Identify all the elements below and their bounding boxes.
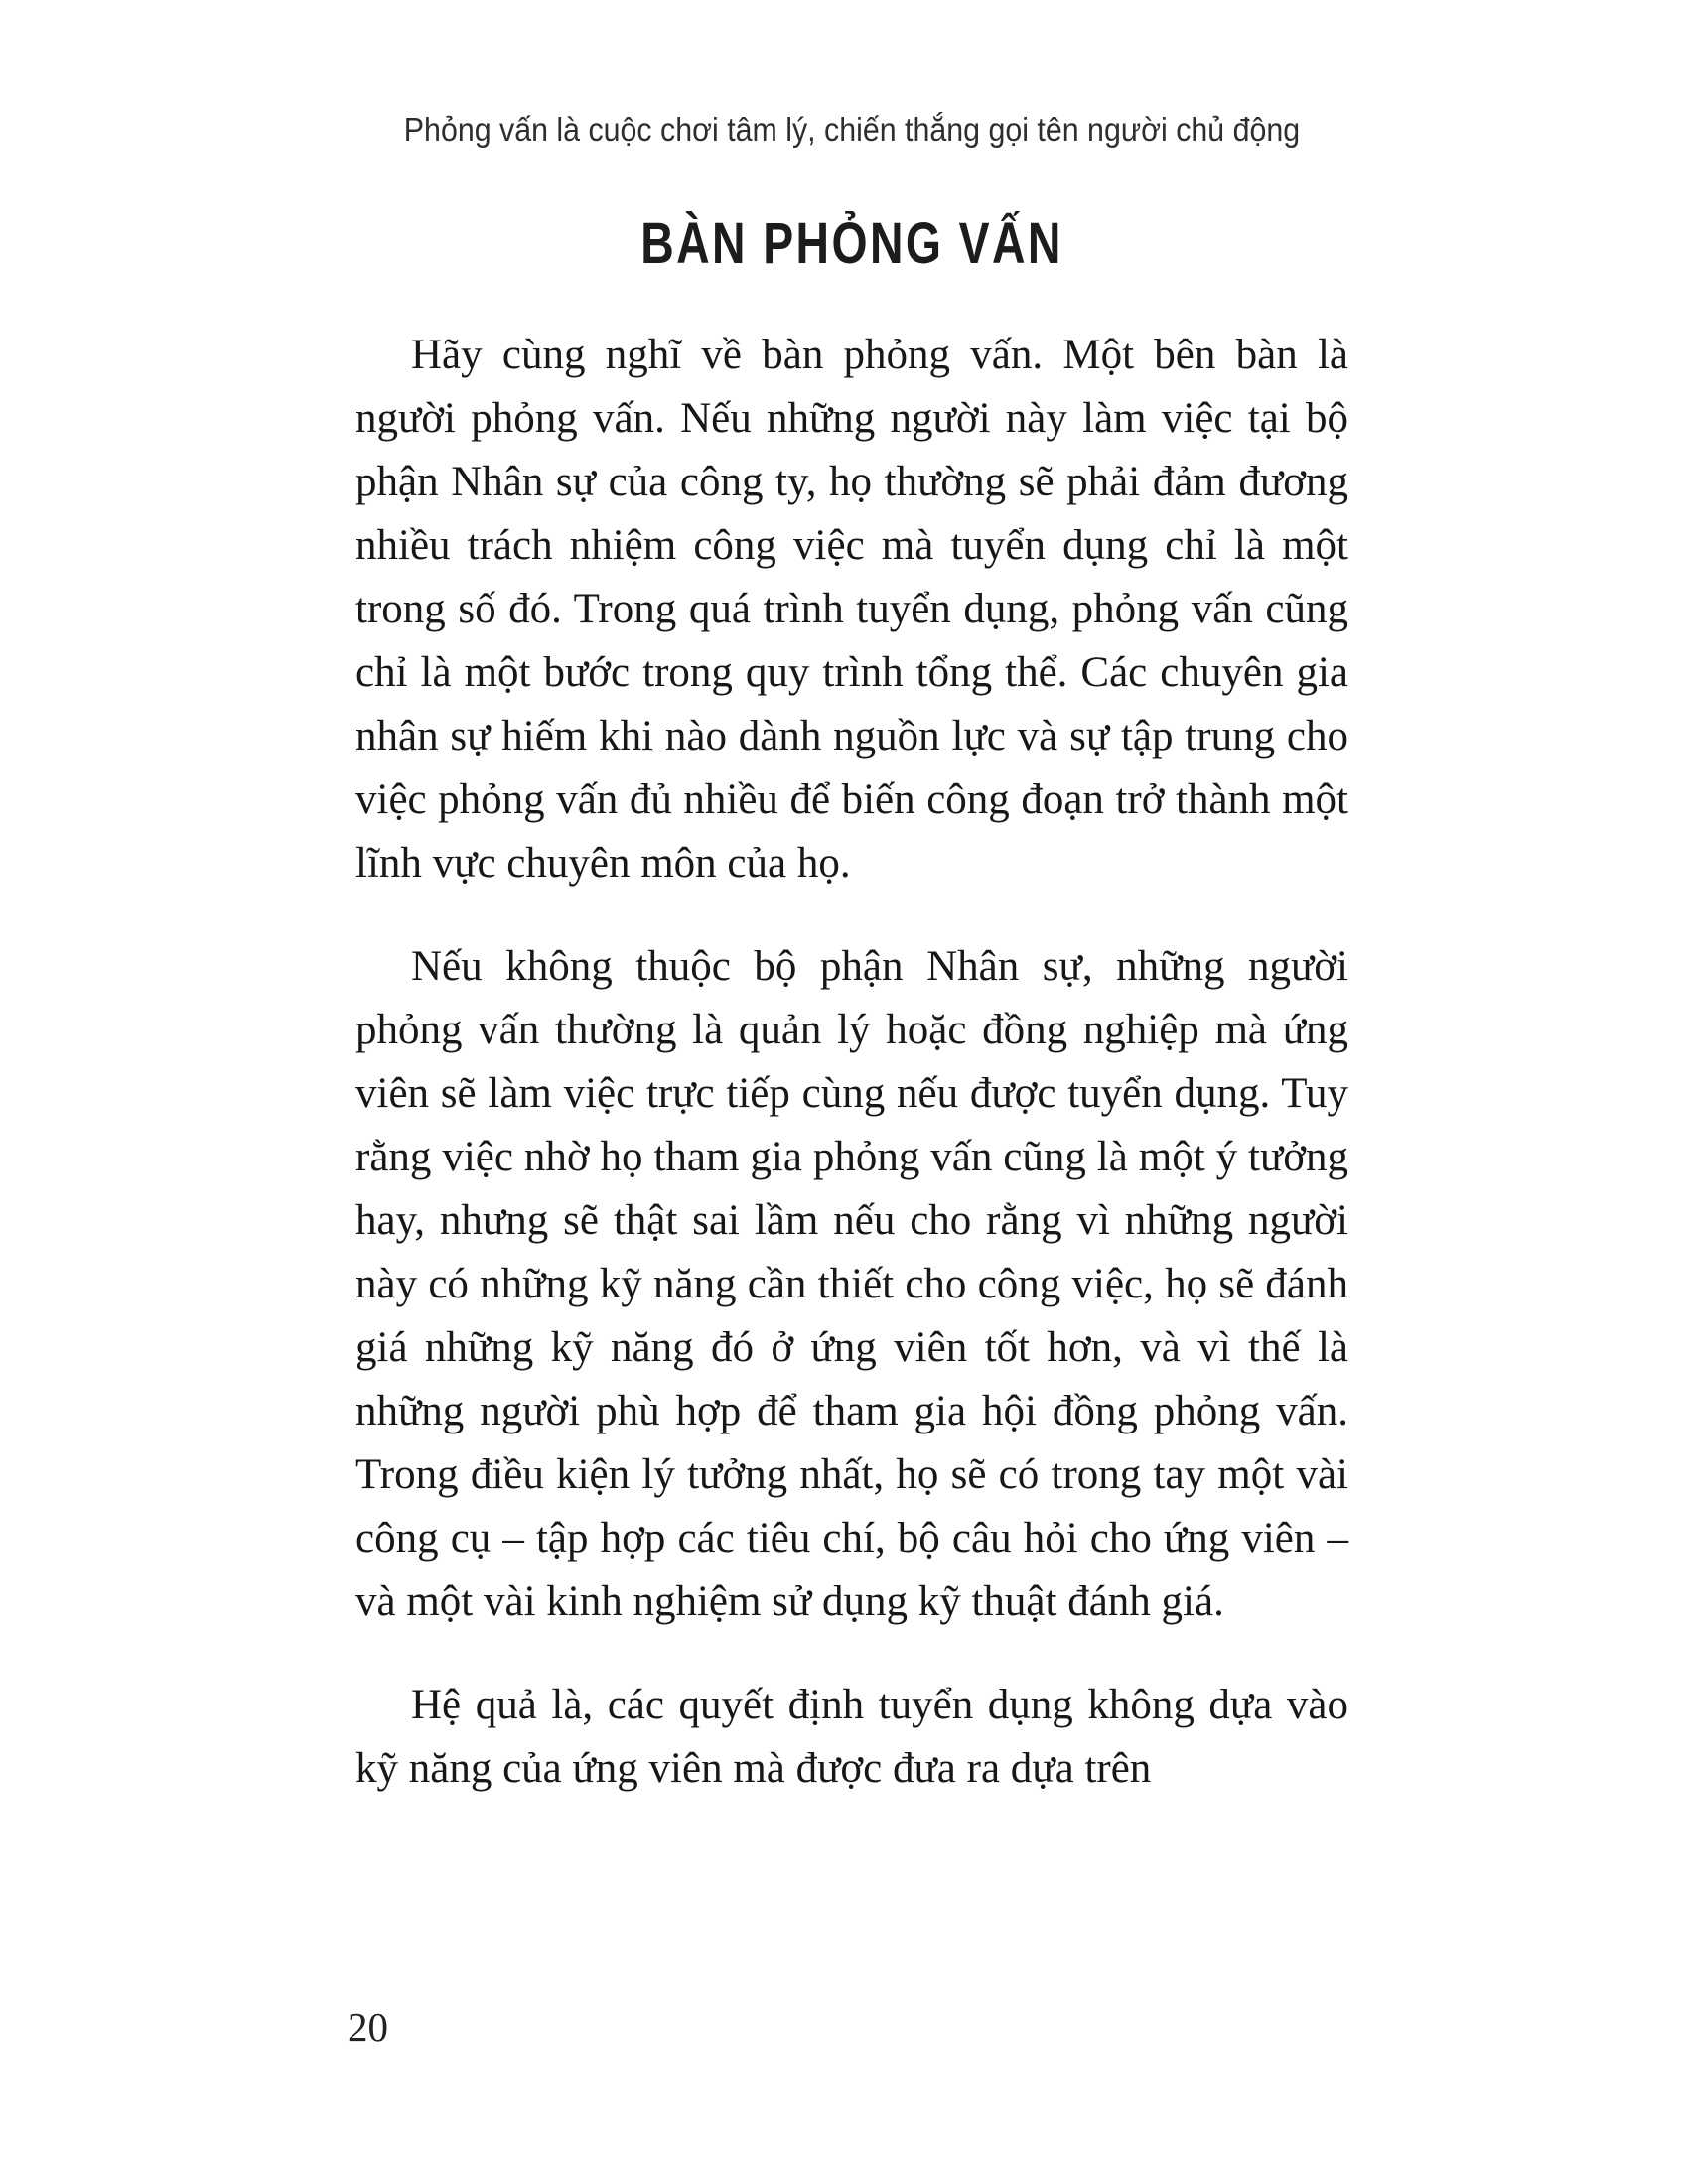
paragraph-1: Hãy cùng nghĩ về bàn phỏng vấn. Một bên bàn là người phỏng vấn. Nếu những người này làm việc tại bộ phận Nhân sự của công ty, họ thường sẽ phải đảm đương nhiều trách nhiệm công việc mà tuyển dụng chỉ là một trong số đó. Trong quá trình tuyển dụng, phỏng vấn cũng chỉ là một bước trong quy trình tổng thể. Các chuyên gia nhân sự hiếm khi nào dành nguồn lực và sự tập trung cho việc phỏng vấn đủ nhiều để biến công đoạn trở thành một lĩnh vực chuyên môn của họ. xyxy=(355,332,1348,887)
paragraph-3: Hệ quả là, các quyết định tuyển dụng không dựa vào kỹ năng của ứng viên mà được đưa ra dựa trên xyxy=(355,1682,1348,1792)
body-text xyxy=(355,324,1348,1841)
page-number: 20 xyxy=(348,2004,388,2050)
chapter-title: BÀN PHỎNG VẤN xyxy=(640,211,1063,276)
paragraph-2: Nếu không thuộc bộ phận Nhân sự, những người phỏng vấn thường là quản lý hoặc đồng nghiệp mà ứng viên sẽ làm việc trực tiếp cùng nếu được tuyển dụng. Tuy rằng việc nhờ họ tham gia phỏng vấn cũng là một ý tưởng hay, nhưng sẽ thật sai lầm nếu cho rằng vì những người này có những kỹ năng cần thiết cho công việc, họ sẽ đánh giá những kỹ năng đó ở ứng viên tốt hơn, và vì thế là những người phù hợp để tham gia hội đồng phỏng vấn. Trong điều kiện lý tưởng nhất, họ sẽ có trong tay một vài công cụ – tập hợp các tiêu chí, bộ câu hỏi cho ứng viên – và một vài kinh nghiệm sử dụng kỹ thuật đánh giá. xyxy=(355,943,1348,1625)
running-header: Phỏng vấn là cuộc chơi tâm lý, chiến thắng gọi tên người chủ động xyxy=(403,111,1301,148)
